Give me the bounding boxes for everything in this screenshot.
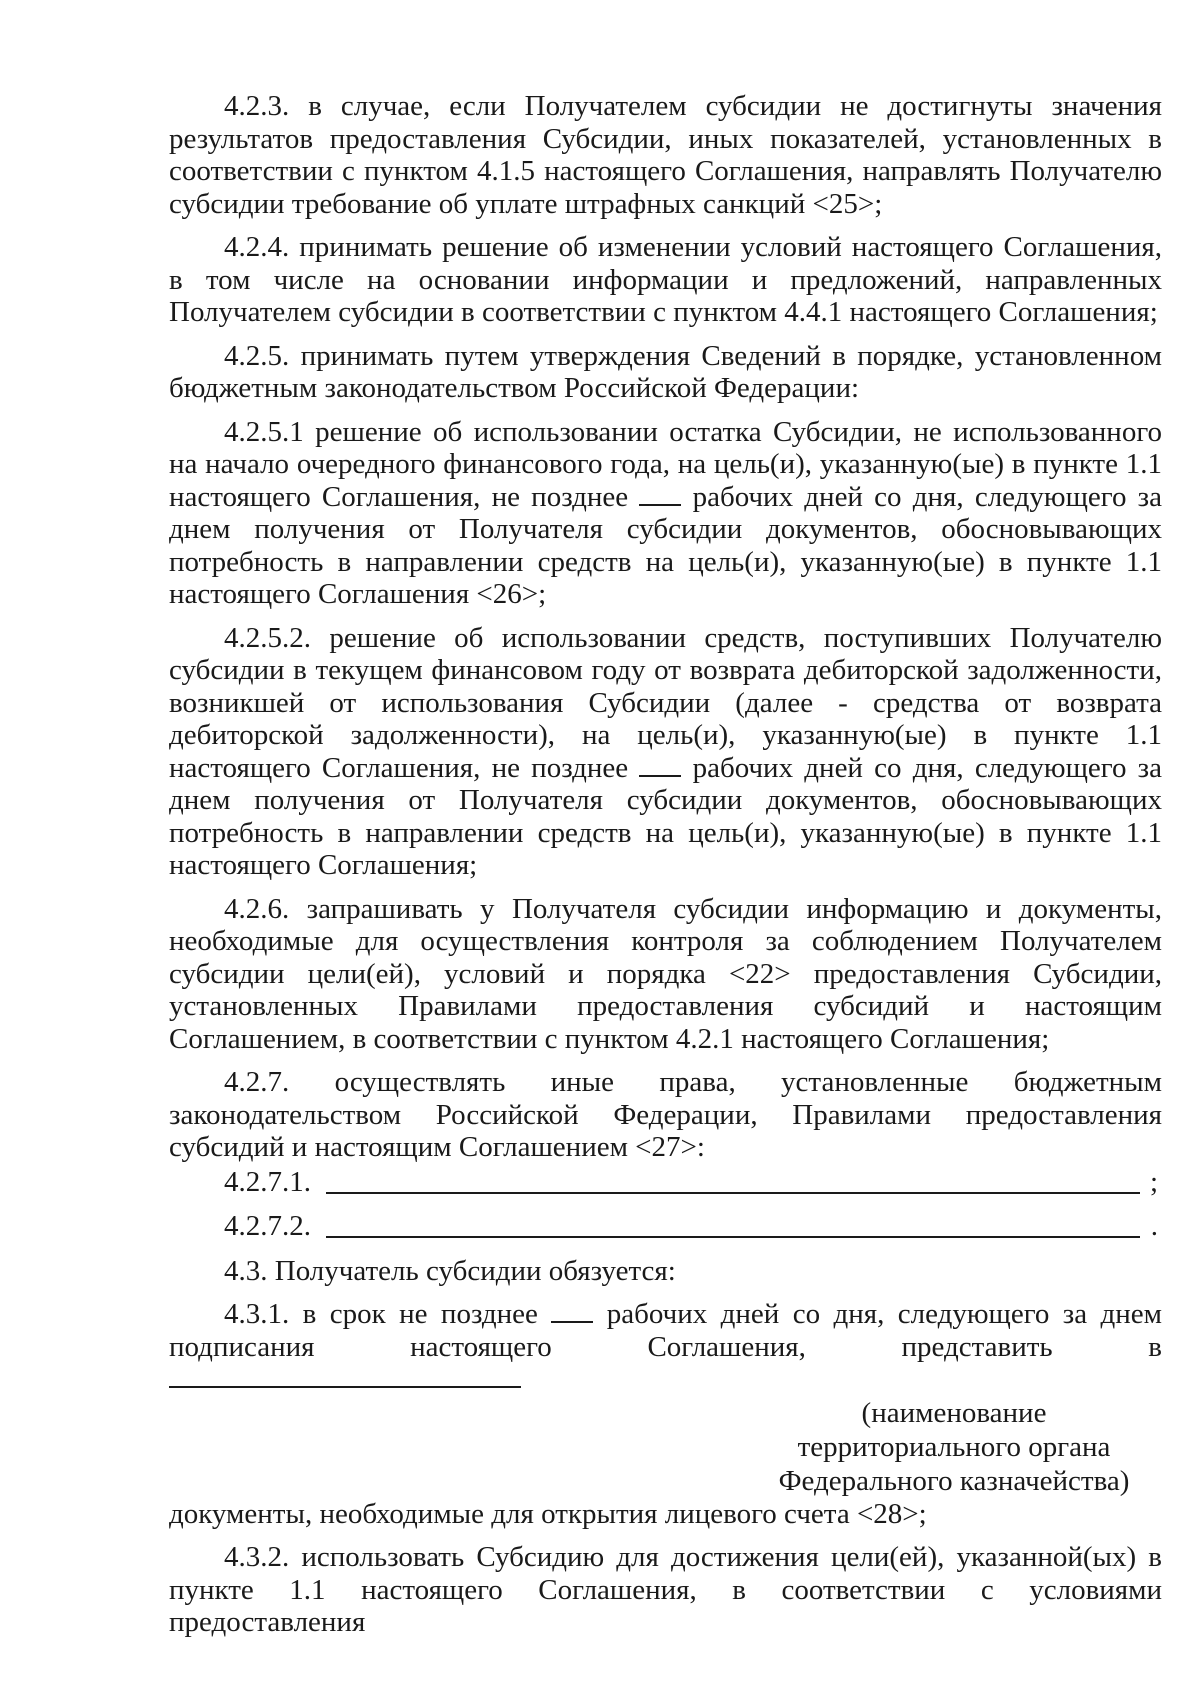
caption-line: территориального органа	[797, 1430, 1111, 1463]
blank-line-4-2-7-1	[169, 1166, 1162, 1199]
paragraph-4-3-2: 4.3.2. использовать Субсидию для достижения цели(ей), указанной(ых) в пункте 1.1 настоящего Соглашения, в соответствии с условиями предоставления	[169, 1541, 1162, 1638]
paragraph-4-2-6: 4.2.6. запрашивать у Получателя субсидии информацию и документы, необходимые для осуществления контроля за соблюдением Получателем субсидии цели(ей), условий и порядка <22> предоставления Субсидии, установленных Правилами предоставления субсидий и настоящим Соглашением, в соответствии с пунктом 4.2.1 настоящего Соглашения;	[169, 892, 1162, 1055]
blank-line-number: 4.2.7.2.	[224, 1210, 311, 1242]
fill-in-blank-days	[551, 1299, 593, 1323]
paragraph-4-2-5-2-end: рабочих дней со дня, следующего за днем получения от Получателя субсидии документов, обосновывающих потребность в направлении средств на цель(и), указанную(ые) в пункте 1.1 настоящего Соглашения;	[169, 751, 1162, 881]
paragraph-4-2-5-2	[169, 622, 1162, 882]
blank-line-end-mark: ;	[1149, 1165, 1158, 1198]
paragraph-4-3-1-middle: рабочих дней со дня, следующего за днем подписания настоящего Соглашения, представить в	[169, 1298, 1163, 1363]
paragraph-4-3-1	[169, 1298, 1162, 1396]
paragraph-4-2-7: 4.2.7. осуществлять иные права, установленные бюджетным законодательством Российской Федерации, Правилами предоставления субсидий и настоящим Соглашением <27>:	[169, 1066, 1162, 1163]
fill-in-underline	[326, 1192, 1140, 1194]
document-body	[169, 90, 1162, 1650]
blank-line-number: 4.2.7.1.	[224, 1165, 311, 1198]
fill-in-underline	[326, 1236, 1140, 1238]
paragraph-4-2-3: 4.2.3. в случае, если Получателем субсидии не достигнуты значения результатов предоставления Субсидии, иных показателей, установленных в соответствии с пунктом 4.1.5 настоящего Соглашения, направлять Получателю субсидии требование об уплате штрафных санкций <25>;	[169, 90, 1162, 220]
fill-in-blank-authority	[169, 1364, 521, 1388]
blank-line-4-2-7-2	[169, 1210, 1162, 1243]
paragraph-4-2-4: 4.2.4. принимать решение об изменении условий настоящего Соглашения, в том числе на основании информации и предложений, направленных Получателем субсидии в соответствии с пунктом 4.4.1 настоящего Соглашения;	[169, 231, 1162, 328]
caption-line: (наименование	[861, 1396, 1047, 1429]
blank-line-end-mark: .	[1150, 1210, 1158, 1242]
caption-line: Федерального казначейства)	[778, 1464, 1130, 1497]
fill-in-blank-days	[639, 753, 681, 777]
paragraph-4-3-1-start: 4.3.1. в срок не позднее	[224, 1298, 538, 1330]
paragraph-4-2-5-2-start: 4.2.5.2. решение об использовании средств, поступивших Получателю субсидии в текущем финансовом году от возврата дебиторской задолженности, возникшей от использования Субсидии (далее - средства от возврата дебиторской задолженности), на цель(и), указанную(ые) в пункте 1.1 настоящего Соглашения, не позднее	[169, 621, 1162, 784]
paragraph-4-2-5-1-start: 4.2.5.1 решение об использовании остатка Субсидии, не использованного на начало очередного финансового года, на цель(и), указанную(ые) в пункте 1.1 настоящего Соглашения, не позднее	[169, 415, 1162, 513]
paragraph-4-2-5-1	[169, 416, 1162, 611]
paragraph-4-3: 4.3. Получатель субсидии обязуется:	[224, 1254, 676, 1287]
paragraph-4-2-5: 4.2.5. принимать путем утверждения Сведений в порядке, установленном бюджетным законодательством Российской Федерации:	[169, 339, 1162, 404]
paragraph-4-2-5-1-end: рабочих дней со дня, следующего за днем получения от Получателя субсидии документов, обосновывающих потребность в направлении средств на цель(и), указанную(ые) в пункте 1.1 настоящего Соглашения <26>;	[169, 480, 1162, 610]
field-caption	[169, 1396, 1179, 1498]
paragraph-4-3-1-continuation: документы, необходимые для открытия лицевого счета <28>;	[169, 1497, 927, 1530]
fill-in-blank-days	[639, 482, 681, 506]
